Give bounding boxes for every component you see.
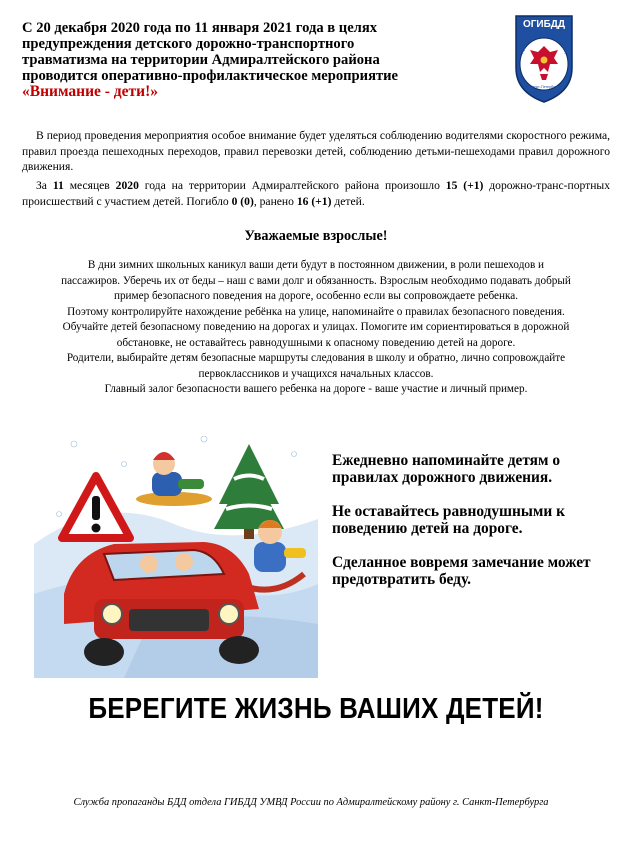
advice-line: обстановке, не оставайтесь равнодушными к опасному поведению детей на дороге.	[116, 336, 516, 349]
advice-line: пассажиров. Уберечь их от беды – наш с вами долг и обязанность. Взрослым необходимо подавать добрый	[61, 274, 571, 287]
stat-accidents: 15 (+1)	[445, 179, 484, 192]
header-line: проводится оперативно-профилактическое мероприятие	[22, 68, 399, 84]
stat-injured: 16 (+1)	[296, 194, 332, 208]
intro-text: В период проведения мероприятия особое внимание будет уделяться соблюдению водителями скоростного режима, правил проезда пешеходных переходов, правил перевозки детей, соблюдению детьми-пешеходами правил дорожного движения.	[22, 129, 610, 174]
accident-stats-paragraph: За 11 месяцев 2020 года на территории Адмиралтейского района произошло 15 (+1) дорожно-транс-портных происшествий с участием детей. Погибло 0 (0), ранено 16 (+1) детей.	[22, 179, 611, 208]
advice-line: В дни зимних школьных каникул ваши дети будут в постоянном движении, в роли пешеходов и	[87, 259, 545, 271]
header-line: травматизма на территории Адмиралтейского района	[22, 52, 380, 68]
tip-item: Ежедневно напоминайте детям о правилах дорожного движения.	[332, 452, 561, 486]
tip-item: Не оставайтесь равнодушными к поведению детей на дороге.	[332, 503, 566, 537]
adults-heading: Уважаемые взрослые!	[244, 228, 388, 244]
emblem-top-text: ОГИБДД	[522, 19, 566, 30]
ogibdd-emblem-logo	[512, 12, 576, 104]
slogan-heading: БЕРЕГИТЕ ЖИЗНЬ ВАШИХ ДЕТЕЙ!	[88, 691, 544, 725]
advice-block	[12, 258, 620, 398]
advice-line: Поэтому контролируйте нахождение ребёнка на улице, напоминайте о правилах безопасного поведения.	[67, 305, 565, 318]
advice-line: Родители, выбирайте детям безопасные маршруты следования в школу и обратно, лично сопровождайте	[66, 352, 566, 364]
footer-credit: Служба пропаганды БДД отдела ГИБДД УМВД России по Адмиралтейскому району г. Санкт-Петербурга	[73, 797, 549, 808]
stat-killed: 0 (0)	[231, 194, 254, 208]
winter-road-illustration	[34, 424, 318, 678]
advice-line: Обучайте детей безопасному поведению на дорогах и улицах. Помогите им сориентироваться в дорожной	[62, 321, 570, 333]
emblem-city-text: Санкт-Петербург	[529, 85, 559, 89]
advice-line: пример безопасного поведения на дороге, особенно если вы сопровождаете ребенка.	[113, 290, 519, 302]
intro-paragraph	[22, 128, 610, 175]
safety-tips	[332, 452, 622, 605]
stat-months: 11	[52, 179, 64, 192]
stat-year: 2020	[115, 179, 139, 192]
page-header	[22, 20, 492, 100]
advice-line: Главный залог безопасности вашего ребенка на дороге - ваше участие и личный пример.	[104, 383, 528, 395]
tip-item: Сделанное вовремя замечание может предотвратить беду.	[332, 554, 591, 588]
advice-line: первоклассников и учащихся начальных классов.	[198, 367, 434, 380]
emblem-ring-text: АДМИРАЛТЕЙСКОГО РАЙОНА	[519, 30, 569, 55]
header-line: С 20 декабря 2020 года по 11 января 2021 года в целях	[22, 20, 378, 36]
header-line: предупреждения детского дорожно-транспортного	[22, 36, 355, 52]
event-name: «Внимание - дети!»	[22, 83, 158, 100]
